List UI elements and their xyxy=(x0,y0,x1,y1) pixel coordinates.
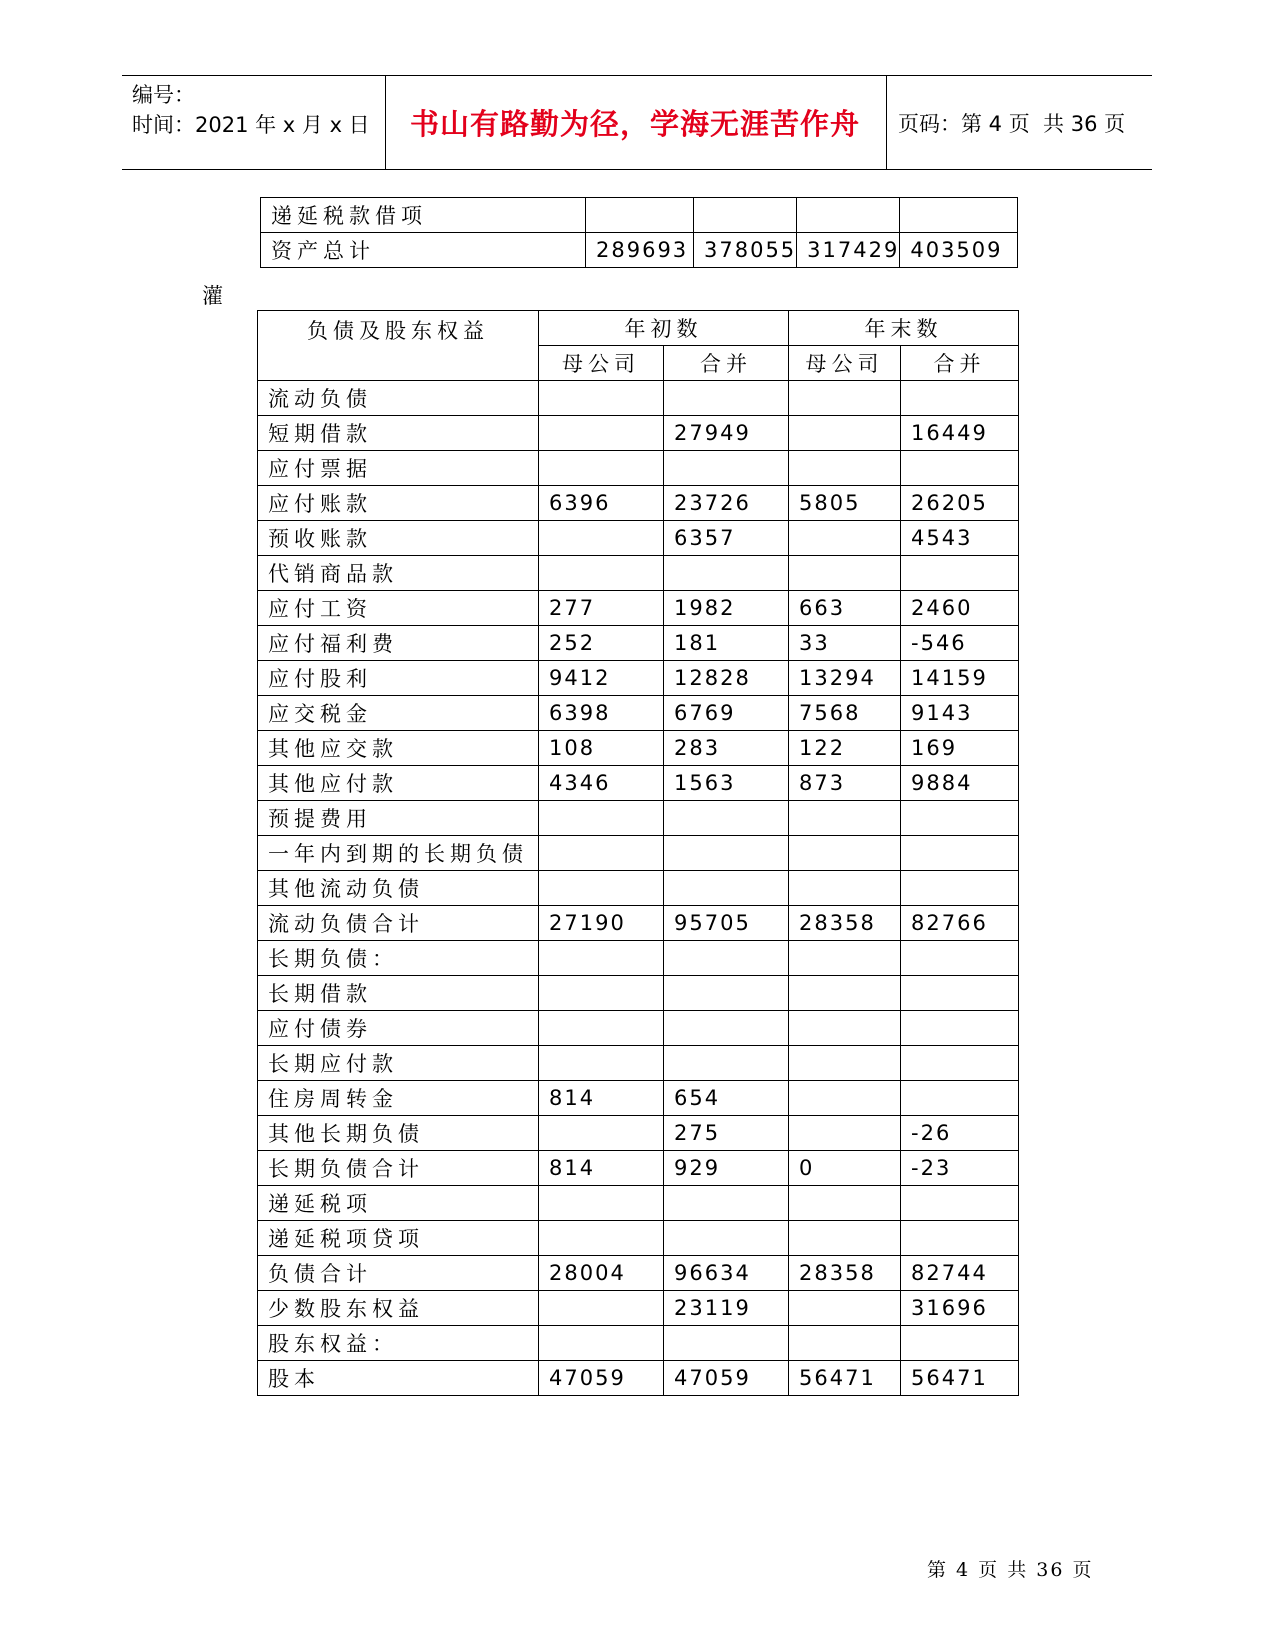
page-label: 页码：第 4 页 共 36 页 xyxy=(898,111,1126,136)
header-begin: 年初数 xyxy=(539,311,789,346)
table-row xyxy=(258,626,1019,661)
row-value xyxy=(539,976,664,1011)
row-label: 长期应付款 xyxy=(258,1046,539,1081)
row-value xyxy=(789,1221,901,1256)
row-value xyxy=(789,451,901,486)
row-value xyxy=(664,1011,789,1046)
row-value xyxy=(789,941,901,976)
row-value xyxy=(789,1081,901,1116)
row-value xyxy=(789,801,901,836)
table-row xyxy=(258,1046,1019,1081)
row-value: 1982 xyxy=(664,591,789,626)
row-label: 长期借款 xyxy=(258,976,539,1011)
table-row xyxy=(258,451,1019,486)
row-value xyxy=(664,451,789,486)
header-begin-consolidated: 合并 xyxy=(664,346,789,381)
row-label: 股东权益： xyxy=(258,1326,539,1361)
serial-label: 编号： xyxy=(132,83,195,107)
row-value xyxy=(901,1186,1019,1221)
row-value: 9412 xyxy=(539,661,664,696)
row-value: 95705 xyxy=(664,906,789,941)
row-value xyxy=(789,1326,901,1361)
row-value xyxy=(789,381,901,416)
row-label: 其他应付款 xyxy=(258,766,539,801)
table-row xyxy=(258,941,1019,976)
row-value xyxy=(539,836,664,871)
table-row xyxy=(258,766,1019,801)
row-value xyxy=(539,1221,664,1256)
row-label: 少数股东权益 xyxy=(258,1291,539,1326)
row-value xyxy=(539,1326,664,1361)
row-value xyxy=(664,976,789,1011)
row-value: 2460 xyxy=(901,591,1019,626)
row-value xyxy=(789,871,901,906)
row-value: 12828 xyxy=(664,661,789,696)
row-value xyxy=(664,1046,789,1081)
row-label: 应付票据 xyxy=(258,451,539,486)
row-value: 6357 xyxy=(664,521,789,556)
row-value xyxy=(539,1011,664,1046)
row-label: 负债合计 xyxy=(258,1256,539,1291)
table-row xyxy=(258,521,1019,556)
row-value: 108 xyxy=(539,731,664,766)
row-value xyxy=(539,556,664,591)
time-label: 时间：2021 年 x 月 x 日 xyxy=(132,113,370,137)
row-value: 6398 xyxy=(539,696,664,731)
table-row xyxy=(258,486,1019,521)
row-label: 股本 xyxy=(258,1361,539,1396)
row-value: 317429 xyxy=(797,233,900,268)
row-value xyxy=(539,1116,664,1151)
table-row xyxy=(258,556,1019,591)
row-value: 47059 xyxy=(664,1361,789,1396)
row-label: 一年内到期的长期负债 xyxy=(258,836,539,871)
row-value xyxy=(539,801,664,836)
row-value xyxy=(539,451,664,486)
row-value xyxy=(664,801,789,836)
table-row xyxy=(258,1151,1019,1186)
row-label: 应交税金 xyxy=(258,696,539,731)
row-value: 33 xyxy=(789,626,901,661)
row-value: 403509 xyxy=(900,233,1018,268)
row-value xyxy=(586,198,694,233)
row-value: 56471 xyxy=(901,1361,1019,1396)
table-row xyxy=(258,1326,1019,1361)
row-value xyxy=(694,198,797,233)
table-row xyxy=(258,1186,1019,1221)
row-value: 9143 xyxy=(901,696,1019,731)
row-value: 27949 xyxy=(664,416,789,451)
row-label: 代销商品款 xyxy=(258,556,539,591)
row-value: -23 xyxy=(901,1151,1019,1186)
table-row xyxy=(258,731,1019,766)
row-label: 其他流动负债 xyxy=(258,871,539,906)
table-row xyxy=(258,906,1019,941)
row-value xyxy=(539,941,664,976)
table-row xyxy=(258,871,1019,906)
page-header xyxy=(122,75,1152,170)
row-label: 长期负债合计 xyxy=(258,1151,539,1186)
row-value: 82766 xyxy=(901,906,1019,941)
row-label: 其他应交款 xyxy=(258,731,539,766)
row-label: 应付股利 xyxy=(258,661,539,696)
row-value xyxy=(901,836,1019,871)
row-value xyxy=(664,556,789,591)
row-value: 275 xyxy=(664,1116,789,1151)
table-row xyxy=(261,233,1018,268)
row-value: 1563 xyxy=(664,766,789,801)
row-value xyxy=(901,1326,1019,1361)
row-label: 应付福利费 xyxy=(258,626,539,661)
row-value: 28358 xyxy=(789,1256,901,1291)
row-value: 13294 xyxy=(789,661,901,696)
row-value xyxy=(901,976,1019,1011)
row-value: 56471 xyxy=(789,1361,901,1396)
row-value xyxy=(539,416,664,451)
row-value: 16449 xyxy=(901,416,1019,451)
row-value: 289693 xyxy=(586,233,694,268)
row-label: 递延税项 xyxy=(258,1186,539,1221)
row-value: 7568 xyxy=(789,696,901,731)
row-value xyxy=(664,871,789,906)
row-value: 82744 xyxy=(901,1256,1019,1291)
row-value: 663 xyxy=(789,591,901,626)
row-value xyxy=(664,836,789,871)
table-row xyxy=(261,198,1018,233)
stray-character: 灌 xyxy=(202,284,223,308)
row-label: 递延税款借项 xyxy=(261,198,586,233)
row-value xyxy=(900,198,1018,233)
row-label: 递延税项贷项 xyxy=(258,1221,539,1256)
row-value: 6396 xyxy=(539,486,664,521)
row-value xyxy=(664,941,789,976)
row-label: 资产总计 xyxy=(261,233,586,268)
row-value: 27190 xyxy=(539,906,664,941)
row-value xyxy=(901,1011,1019,1046)
row-value: 252 xyxy=(539,626,664,661)
row-value xyxy=(664,1221,789,1256)
header-meta xyxy=(132,80,382,140)
row-value xyxy=(901,801,1019,836)
row-value: 23119 xyxy=(664,1291,789,1326)
row-label: 住房周转金 xyxy=(258,1081,539,1116)
asset-summary-table xyxy=(260,197,1018,268)
row-value: 28358 xyxy=(789,906,901,941)
row-value xyxy=(789,1046,901,1081)
row-value: 47059 xyxy=(539,1361,664,1396)
row-value: -546 xyxy=(901,626,1019,661)
row-value xyxy=(797,198,900,233)
row-value xyxy=(789,416,901,451)
row-value xyxy=(789,836,901,871)
table-row xyxy=(258,976,1019,1011)
row-value: 5805 xyxy=(789,486,901,521)
row-label: 预提费用 xyxy=(258,801,539,836)
row-label: 其他长期负债 xyxy=(258,1116,539,1151)
table-row xyxy=(258,836,1019,871)
row-value: 929 xyxy=(664,1151,789,1186)
row-value: 4346 xyxy=(539,766,664,801)
row-value xyxy=(664,1326,789,1361)
row-label: 应付债券 xyxy=(258,1011,539,1046)
table-row xyxy=(258,1221,1019,1256)
row-value xyxy=(901,1081,1019,1116)
table-row xyxy=(258,801,1019,836)
liabilities-equity-table xyxy=(257,310,1019,1396)
table-row xyxy=(258,381,1019,416)
row-value xyxy=(901,1046,1019,1081)
row-label: 短期借款 xyxy=(258,416,539,451)
row-value: 14159 xyxy=(901,661,1019,696)
row-value xyxy=(789,1291,901,1326)
header-end: 年末数 xyxy=(789,311,1019,346)
header-begin-parent: 母公司 xyxy=(539,346,664,381)
table-row xyxy=(258,696,1019,731)
row-value xyxy=(539,1186,664,1221)
row-value: 814 xyxy=(539,1081,664,1116)
table-row xyxy=(258,1011,1019,1046)
row-value: 169 xyxy=(901,731,1019,766)
row-label: 长期负债： xyxy=(258,941,539,976)
row-value xyxy=(789,556,901,591)
row-value: 873 xyxy=(789,766,901,801)
row-value xyxy=(901,381,1019,416)
row-value: 181 xyxy=(664,626,789,661)
header-page-label xyxy=(886,76,1125,169)
row-value xyxy=(901,941,1019,976)
table-row xyxy=(258,1116,1019,1151)
row-value: 4543 xyxy=(901,521,1019,556)
table-row xyxy=(258,591,1019,626)
row-label: 应付账款 xyxy=(258,486,539,521)
row-value xyxy=(789,976,901,1011)
table-row xyxy=(258,416,1019,451)
row-value xyxy=(539,521,664,556)
row-label: 流动负债合计 xyxy=(258,906,539,941)
row-value: 23726 xyxy=(664,486,789,521)
row-value xyxy=(901,451,1019,486)
row-label: 流动负债 xyxy=(258,381,539,416)
row-value xyxy=(789,1186,901,1221)
row-value xyxy=(539,381,664,416)
row-value: 122 xyxy=(789,731,901,766)
row-value xyxy=(539,871,664,906)
header-item: 负债及股东权益 xyxy=(258,311,539,381)
row-value xyxy=(901,556,1019,591)
row-value: 9884 xyxy=(901,766,1019,801)
row-value xyxy=(901,871,1019,906)
row-value xyxy=(901,1221,1019,1256)
row-value xyxy=(789,521,901,556)
row-value: 96634 xyxy=(664,1256,789,1291)
row-value xyxy=(664,381,789,416)
row-value: 283 xyxy=(664,731,789,766)
page-footer: 第 4 页 共 36 页 xyxy=(927,1559,1094,1581)
table-row xyxy=(258,661,1019,696)
row-value: 814 xyxy=(539,1151,664,1186)
row-label: 预收账款 xyxy=(258,521,539,556)
table-row xyxy=(258,1291,1019,1326)
row-value xyxy=(789,1011,901,1046)
table-row xyxy=(258,1081,1019,1116)
header-end-consolidated: 合并 xyxy=(901,346,1019,381)
table-row xyxy=(258,1361,1019,1396)
header-motto: 书山有路勤为径，学海无涯苦作舟 xyxy=(409,107,860,141)
row-value xyxy=(539,1046,664,1081)
table-row xyxy=(258,1256,1019,1291)
row-value: 31696 xyxy=(901,1291,1019,1326)
row-label: 应付工资 xyxy=(258,591,539,626)
row-value: 277 xyxy=(539,591,664,626)
row-value: 26205 xyxy=(901,486,1019,521)
row-value xyxy=(789,1116,901,1151)
row-value xyxy=(539,1291,664,1326)
row-value xyxy=(664,1186,789,1221)
row-value: 28004 xyxy=(539,1256,664,1291)
row-value: 6769 xyxy=(664,696,789,731)
row-value: -26 xyxy=(901,1116,1019,1151)
header-end-parent: 母公司 xyxy=(789,346,901,381)
row-value: 654 xyxy=(664,1081,789,1116)
row-value: 378055 xyxy=(694,233,797,268)
row-value: 0 xyxy=(789,1151,901,1186)
